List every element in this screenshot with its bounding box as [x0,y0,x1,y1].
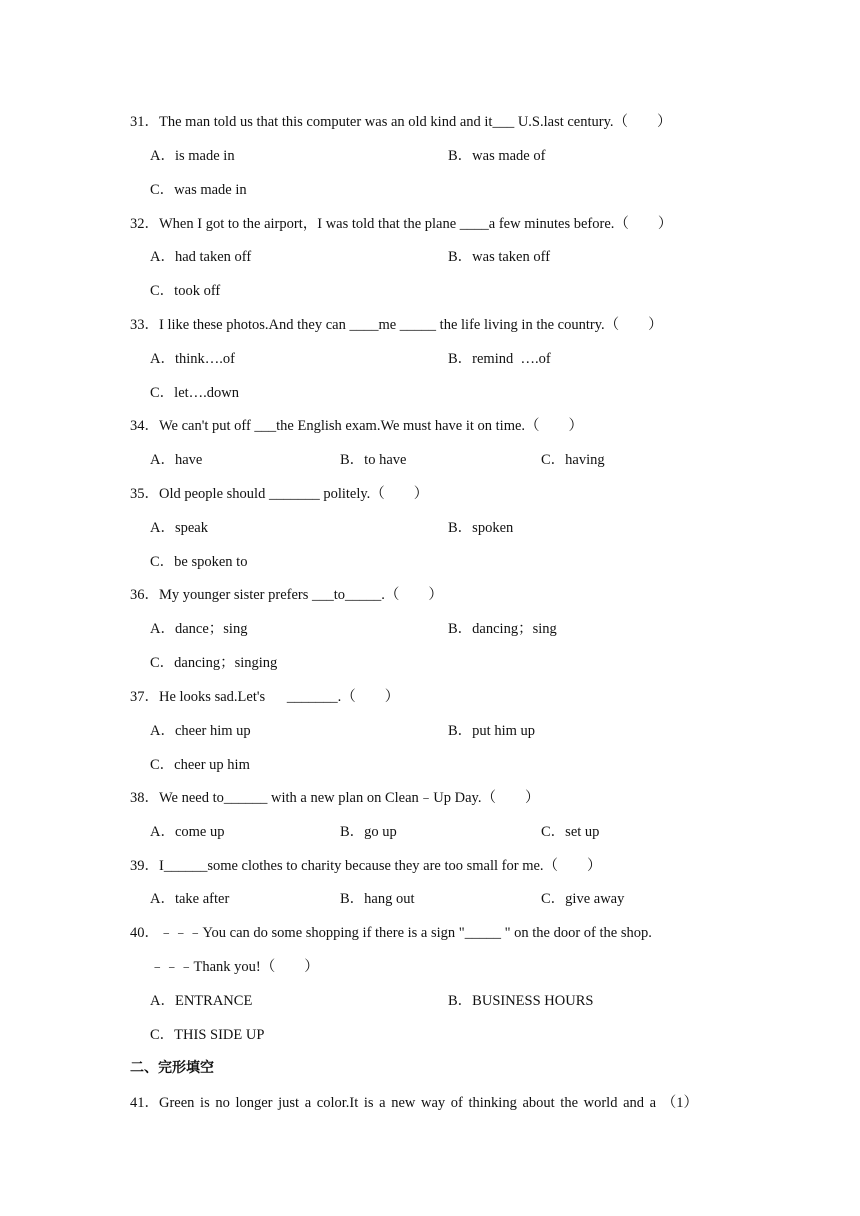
q38-option-a: A．come up [150,824,225,840]
q37-option-a: A．cheer him up [150,723,251,739]
q31-option-a: A．is made in [150,148,235,164]
question-32: 32．When I got to the airport，I was told that the plane ____a few minutes before.（ ） [130,216,673,232]
question-35: 35．Old people should _______ politely.（ ） [130,486,429,502]
q32-option-b: B．was taken off [448,249,551,265]
q40-option-b: B．BUSINESS HOURS [448,993,594,1009]
q33-option-a: A．think….of [150,351,235,367]
q35-option-b: B．spoken [448,520,514,536]
section-title: 二、完形填空 [130,1060,214,1076]
question-34: 34．We can't put off ___the English exam.We must have it on time.（ ） [130,418,584,434]
q33-option-b: B．remind ….of [448,351,551,367]
q31-option-c: C．was made in [150,182,247,198]
question-40-reply: ﹣﹣﹣Thank you!（ ） [150,959,319,975]
q35-option-c: C．be spoken to [150,554,248,570]
q37-option-b: B．put him up [448,723,536,739]
q38-option-b: B．go up [340,824,397,840]
q34-option-c: C．having [541,452,605,468]
question-40: 40．﹣﹣﹣You can do some shopping if there is a sign "_____ " on the door of the shop. [130,925,652,941]
question-39: 39．I______some clothes to charity because they are too small for me.（ ） [130,858,602,874]
q38-option-c: C．set up [541,824,600,840]
q39-option-a: A．take after [150,891,230,907]
q32-option-c: C．took off [150,283,221,299]
q40-option-a: A．ENTRANCE [150,993,253,1009]
q36-option-b: B．dancing；sing [448,621,557,637]
question-37: 37．He looks sad.Let's _______.（ ） [130,689,400,705]
question-41: 41．Green is no longer just a color.It is a new way of thinking about the world and a （1） [130,1095,698,1111]
question-36: 36．My younger sister prefers ___to_____.（ ） [130,587,443,603]
q39-option-c: C．give away [541,891,625,907]
q31-option-b: B．was made of [448,148,546,164]
q36-option-c: C．dancing；singing [150,655,278,671]
q37-option-c: C．cheer up him [150,757,250,773]
question-33: 33．I like these photos.And they can ____me _____ the life living in the country.（ ） [130,317,663,333]
q40-option-c: C．THIS SIDE UP [150,1027,265,1043]
question-38: 38．We need to______ with a new plan on Clean﹣Up Day.（ ） [130,790,540,806]
question-31: 31．The man told us that this computer was an old kind and it___ U.S.last century.（ ） [130,114,672,130]
q35-option-a: A．speak [150,520,208,536]
q36-option-a: A．dance；sing [150,621,248,637]
q34-option-a: A．have [150,452,203,468]
q34-option-b: B．to have [340,452,407,468]
q33-option-c: C．let….down [150,385,240,401]
q32-option-a: A．had taken off [150,249,252,265]
q39-option-b: B．hang out [340,891,415,907]
